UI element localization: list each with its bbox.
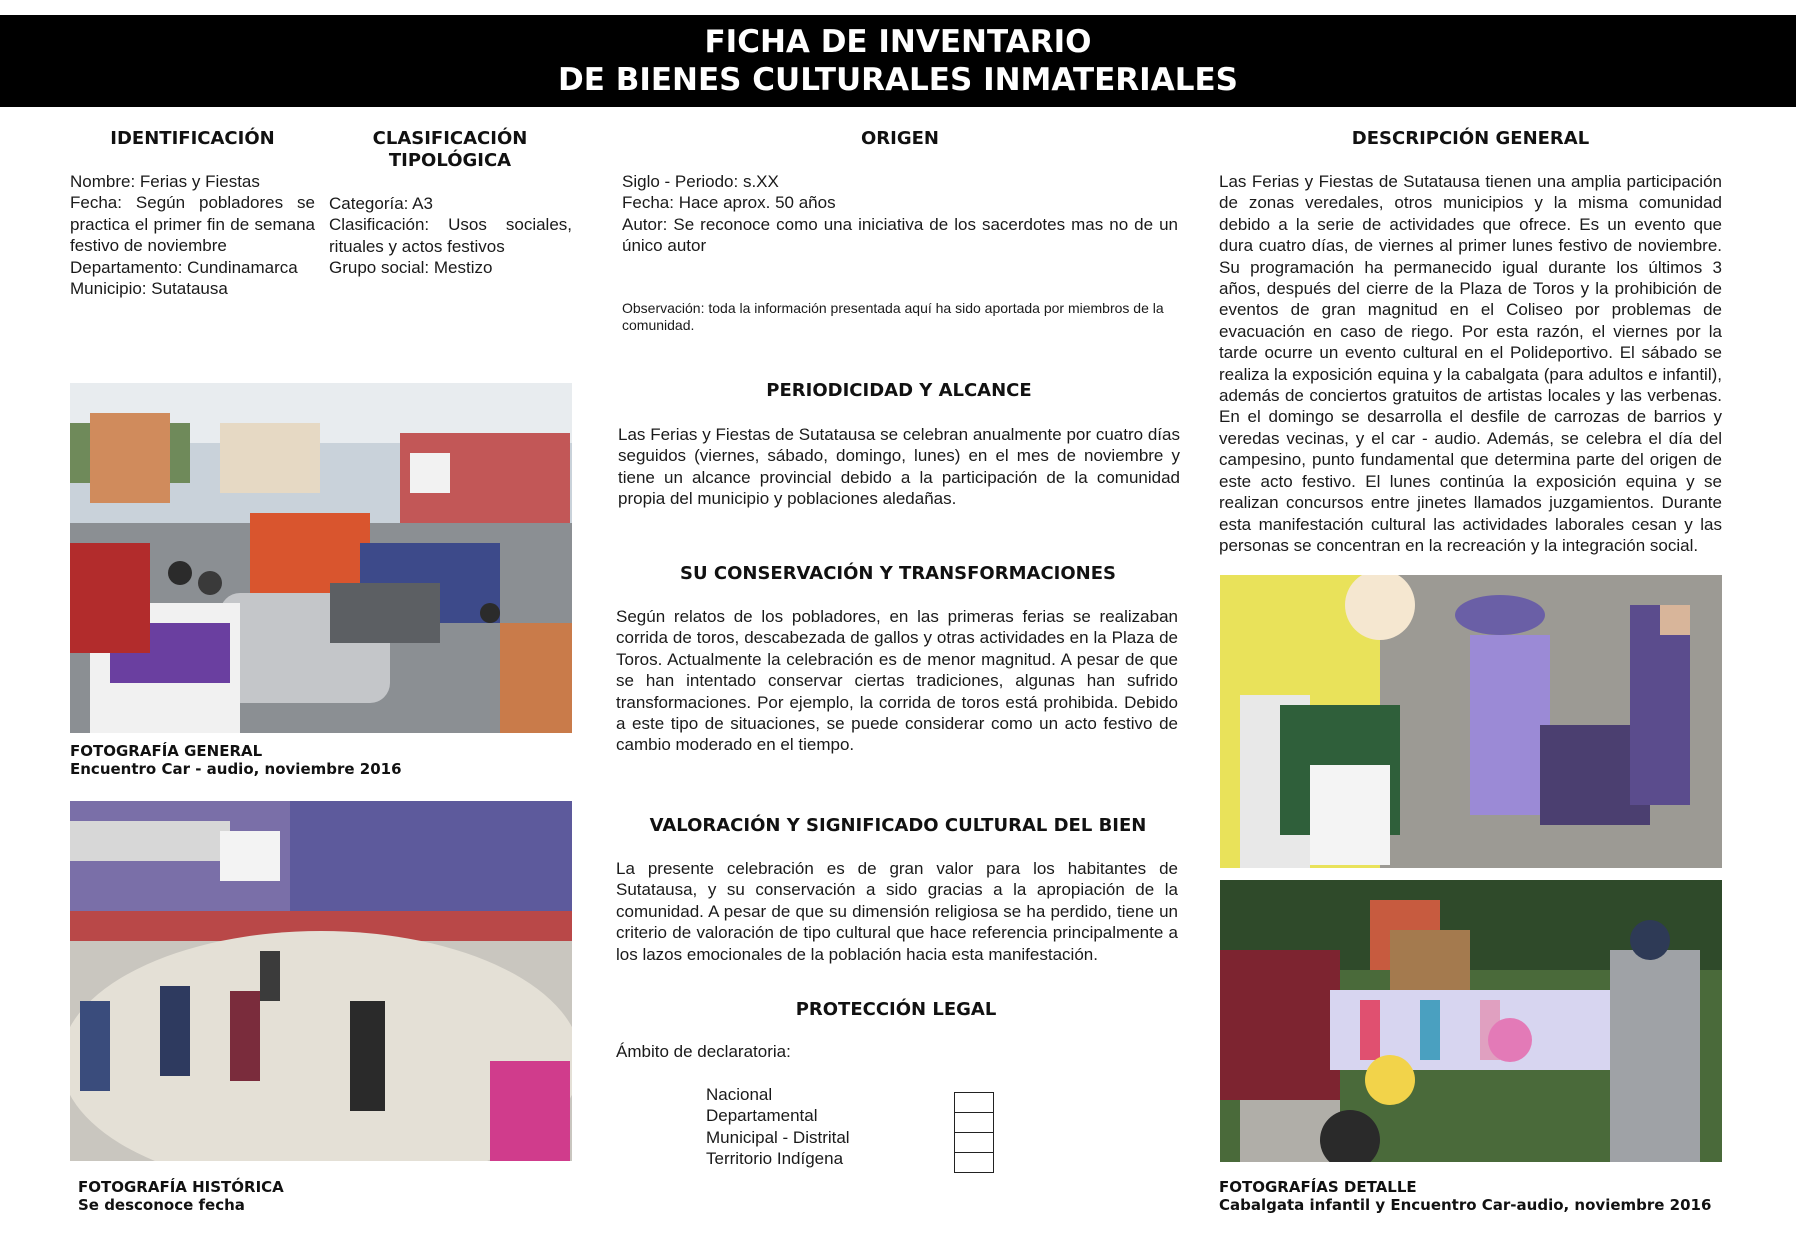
origen-autor: Autor: Se reconoce como una iniciativa de los sacerdotes mas no de un único autor [622,214,1178,256]
general-photo [70,383,572,733]
checkbox-nacional[interactable] [954,1092,994,1112]
conservacion-heading: SU CONSERVACIÓN Y TRANSFORMACIONES [680,563,1116,584]
proteccion-option-departamental: Departamental [706,1106,818,1126]
descripcion-text: Las Ferias y Fiestas de Sutatausa tienen una amplia participación de zonas veredales, otros municipios y la misma comunidad debido a la serie de actividades que ofrece. Es un evento que dura cuatro días, de viernes al primer lunes festivo de noviembre. Su programación ha permanecido igual durante los últimos 3 años, después del cierre de la Plaza de Toros y la prohibición de eventos de gran magnitud en el Coliseo por problemas de evacuación en caso de riego. Por esta razón, el viernes por la tarde ocurre un evento cultural en el Polideportivo. El sábado se realiza la exposición equina y la cabalgata (para adultos e infantil), además de conciertos gratuitos de artistas locales y las verbenas. En el domingo se desarrolla el desfile de carrozas de barrios y veredas vecinas, y el car - audio. Además, se celebra el día del campesino, punto fundamental que determina parte del origen de este acto festivo. El lunes continúa la exposición equina y se realizan concursos entre jinetes llamados juzgamientos. Durante esta manifestación cultural las actividades laborales cesan y las personas se concentran en la recreación y la integración social. [1219,172,1722,555]
valoracion-heading: VALORACIÓN Y SIGNIFICADO CULTURAL DEL BIEN [649,815,1147,836]
clasificacion-heading-line1: CLASIFICACIÓN [372,128,528,149]
descripcion-heading: DESCRIPCIÓN GENERAL [1351,128,1590,149]
historical-caption-title: FOTOGRAFÍA HISTÓRICA [78,1178,284,1196]
proteccion-option-nacional: Nacional [706,1085,773,1104]
general-caption-title: FOTOGRAFÍA GENERAL [70,742,263,760]
proteccion-ambito: Ámbito de declaratoria: [616,1042,791,1061]
identificacion-heading: IDENTIFICACIÓN [110,128,275,149]
valoracion-text: La presente celebración es de gran valor para los habitantes de Sutatausa, y su conservación a sido gracias a la apropiación de la comunidad. A pesar de que su dimensión religiosa se ha perdido, tiene un criterio de valoración de tipo cultural que hace referencia principalmente a los lazos emocionales de la población hacia esta manifestación. [616,859,1178,964]
checkbox-departamental[interactable] [954,1112,994,1132]
page-title-line2: DE BIENES CULTURALES INMATERIALES [558,62,1238,98]
origen-section [622,171,1178,257]
proteccion-heading: PROTECCIÓN LEGAL [795,999,997,1020]
general-caption-subtitle: Encuentro Car - audio, noviembre 2016 [70,760,402,778]
detail-caption-title: FOTOGRAFÍAS DETALLE [1219,1178,1417,1196]
clasificacion-clasificacion: Clasificación: Usos sociales, rituales y actos festivos [329,215,572,256]
general-photo-caption [70,742,570,778]
historical-caption-subtitle: Se desconoce fecha [78,1196,245,1214]
origen-heading: ORIGEN [861,128,939,149]
identificacion-section [70,171,315,299]
identificacion-nombre: Nombre: Ferias y Fiestas [70,172,260,191]
conservacion-text: Según relatos de los pobladores, en las primeras ferias se realizaban corrida de toros, descabezada de gallos y otras actividades en la Plaza de Toros. Actualmente la celebración es de menor magnitud. A pesar de que se han intentado conservar ciertas tradiciones, algunas han sufrido transformaciones. Por ejemplo, la corrida de toros está prohibida. Debido a este tipo de situaciones, se puede considerar como un acto festivo de cambio moderado en el tiempo. [616,607,1178,755]
identificacion-fecha: Fecha: Según pobladores se practica el primer fin de semana festivo de noviembre [70,193,315,256]
checkbox-municipal[interactable] [954,1132,994,1152]
historical-photo [70,801,572,1161]
origen-observacion: Observación: toda la información presentada aquí ha sido aportada por miembros de la comunidad. [622,300,1164,333]
proteccion-checkbox-group [954,1092,994,1173]
periodicidad-text: Las Ferias y Fiestas de Sutatausa se celebran anualmente por cuatro días seguidos (viernes, sábado, domingo, lunes) en el mes de noviembre y tiene un alcance provincial debido a la participación de la comunidad propia del municipio y poblaciones aledañas. [618,425,1180,509]
origen-fecha: Fecha: Hace aprox. 50 años [622,193,836,213]
identificacion-departamento: Departamento: Cundinamarca [70,257,298,277]
clasificacion-heading [330,128,570,172]
clasificacion-grupo: Grupo social: Mestizo [329,258,493,278]
proteccion-options [706,1084,926,1170]
clasificacion-heading-line2: TIPOLÓGICA [388,150,512,171]
detail-photo-caption [1219,1178,1722,1214]
page-title-banner [0,15,1796,107]
identificacion-municipio: Municipio: Sutatausa [70,279,228,299]
origen-siglo: Siglo - Periodo: s.XX [622,172,779,191]
proteccion-option-municipal: Municipal - Distrital [706,1127,850,1147]
detail-caption-subtitle: Cabalgata infantil y Encuentro Car-audio, noviembre 2016 [1219,1196,1712,1214]
historical-photo-caption [78,1178,578,1214]
clasificacion-section [329,193,572,279]
clasificacion-categoria: Categoría: A3 [329,194,433,213]
detail-photo-cabalgata [1220,575,1722,868]
detail-photo-carroza [1220,880,1722,1162]
proteccion-option-territorio: Territorio Indígena [706,1149,844,1169]
periodicidad-heading: PERIODICIDAD Y ALCANCE [766,380,1032,401]
checkbox-territorio[interactable] [954,1152,994,1173]
page-title-line1: FICHA DE INVENTARIO [704,24,1092,60]
